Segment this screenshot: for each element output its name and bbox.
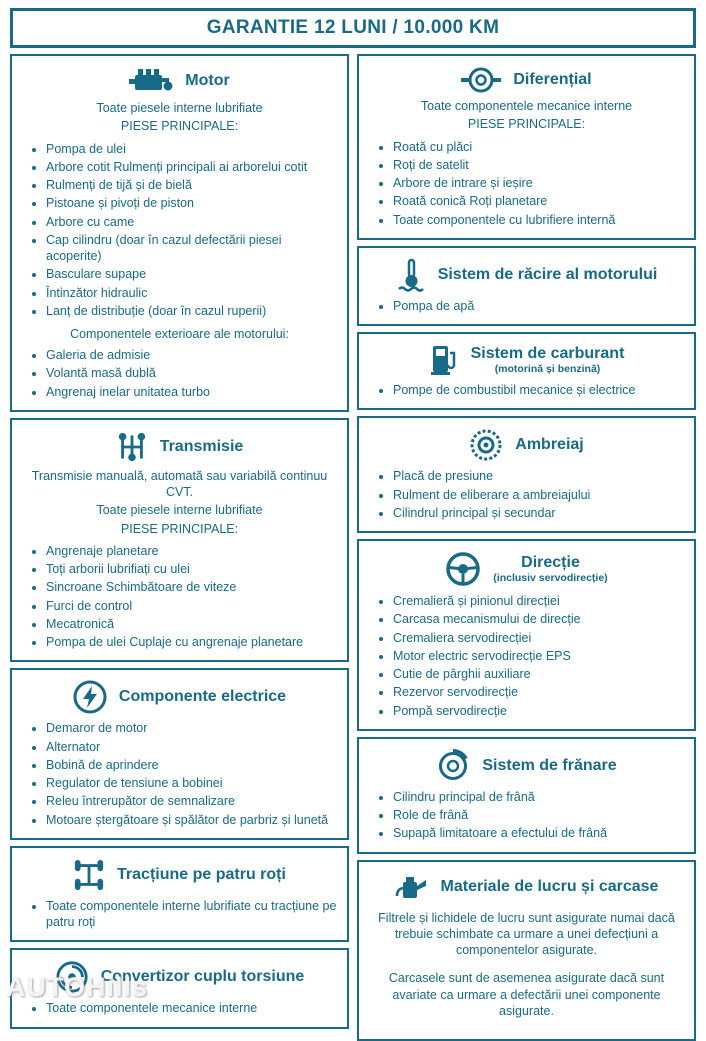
list-item: • Mecatronică bbox=[46, 616, 337, 632]
bullet-list bbox=[369, 593, 684, 719]
list-item: • Carcasa mecanismului de direcție bbox=[393, 611, 684, 627]
coolant-icon bbox=[396, 258, 426, 292]
section-header bbox=[369, 66, 684, 94]
differential-icon bbox=[461, 66, 501, 94]
section-title: Componente electrice bbox=[119, 688, 286, 706]
section-header bbox=[369, 428, 684, 462]
section-header bbox=[22, 430, 337, 464]
section-title: Direcție bbox=[521, 554, 580, 572]
list-item: • Angrenaje planetare bbox=[46, 543, 337, 559]
list-item: • Pompe de combustibil mecanice și electrice bbox=[393, 382, 684, 398]
section-carburant bbox=[357, 332, 696, 410]
list-item: • Demaror de motor bbox=[46, 720, 337, 736]
list-item: • Placă de presiune bbox=[393, 468, 684, 484]
list-item: • Alternator bbox=[46, 739, 337, 755]
list-item: • Rulmenți de tijă și de bielă bbox=[46, 177, 337, 193]
list-item: • Întinzător hidraulic bbox=[46, 285, 337, 301]
brake-disc-icon bbox=[436, 749, 470, 783]
section-ambreiaj bbox=[357, 416, 696, 533]
list-item: • Pompă servodirecție bbox=[393, 703, 684, 719]
columns bbox=[10, 54, 696, 989]
list-item: • Role de frână bbox=[393, 807, 684, 823]
section-franare bbox=[357, 737, 696, 854]
list-item: • Sincroane Schimbătoare de viteze bbox=[46, 579, 337, 595]
text-line: PIESE PRINCIPALE: bbox=[369, 116, 684, 132]
section-header bbox=[22, 680, 337, 714]
gear-selector-icon bbox=[116, 430, 148, 464]
section-subtitle: (motorină și benzină) bbox=[495, 364, 601, 376]
section-title: Sistem de răcire al motorului bbox=[438, 266, 658, 284]
bullet-list bbox=[369, 789, 684, 842]
section-intro bbox=[22, 468, 337, 537]
list-item: • Lanț de distribuție (doar în cazul ruperii) bbox=[46, 303, 337, 319]
steering-wheel-icon bbox=[445, 551, 481, 587]
section-title: Sistem de frănare bbox=[482, 757, 616, 775]
watermark: AUTOHills bbox=[6, 972, 148, 1003]
bullet-list bbox=[369, 298, 684, 314]
bullet-list bbox=[369, 468, 684, 521]
bullet-list bbox=[22, 141, 337, 320]
clutch-icon bbox=[469, 428, 503, 462]
section-title: Sistem de carburant bbox=[471, 345, 625, 363]
list-item: • Toate componentele interne lubrifiate cu tracțiune pe patru roți bbox=[46, 898, 337, 931]
list-item: • Roată cu plăci bbox=[393, 139, 684, 155]
list-item: • Toate componentele mecanice interne bbox=[46, 1000, 337, 1016]
list-item: • Supapă limitatoare a efectului de frână bbox=[393, 825, 684, 841]
section-componente-electrice bbox=[10, 668, 349, 840]
section-header bbox=[22, 960, 337, 994]
list-item: • Pompa de ulei Cuplaje cu angrenaje planetare bbox=[46, 634, 337, 650]
bullet-list bbox=[22, 1000, 337, 1016]
list-item: • Cremaliera servodirecției bbox=[393, 630, 684, 646]
section-title: Convertizor cuplu torsiune bbox=[101, 968, 305, 986]
bullet-list bbox=[369, 139, 684, 228]
list-item: • Basculare supape bbox=[46, 266, 337, 282]
list-item: • Cutie de pârghii auxiliare bbox=[393, 666, 684, 682]
text-line: Carcasele sunt de asemenea asigurate dacă sunt avariate ca urmare a defectării unei componente asigurate. bbox=[369, 970, 684, 1019]
list-item: • Roți de satelit bbox=[393, 157, 684, 173]
text-line: Toate piesele interne lubrifiate bbox=[22, 100, 337, 116]
bullet-list bbox=[22, 543, 337, 651]
section-header bbox=[369, 749, 684, 783]
section-materiale bbox=[357, 860, 696, 1041]
bullet-list bbox=[22, 720, 337, 828]
list-item: • Motoare ștergătoare și spălător de parbriz și lunetă bbox=[46, 812, 337, 828]
section-title: Motor bbox=[185, 72, 229, 90]
mid-heading: Componentele exterioare ale motorului: bbox=[22, 327, 337, 341]
list-item: • Arbore de intrare și ieșire bbox=[393, 175, 684, 191]
section-motor bbox=[10, 54, 349, 412]
list-item: • Galeria de admisie bbox=[46, 347, 337, 363]
section-intro bbox=[369, 98, 684, 133]
section-header bbox=[369, 258, 684, 292]
page-title: GARANTIE 12 LUNI / 10.000 KM bbox=[10, 8, 696, 48]
section-header bbox=[22, 66, 337, 96]
list-item: • Pompa de ulei bbox=[46, 141, 337, 157]
list-item: • Regulator de tensiune a bobinei bbox=[46, 775, 337, 791]
list-item: • Arbore cotit Rulmenți principali ai arborelui cotit bbox=[46, 159, 337, 175]
list-item: • Pistoane și pivoți de piston bbox=[46, 195, 337, 211]
four-wheel-drive-icon bbox=[73, 858, 105, 892]
text-line: Toate componentele mecanice interne bbox=[369, 98, 684, 114]
section-title: Ambreiaj bbox=[515, 436, 583, 454]
list-item: • Rezervor servodirecție bbox=[393, 684, 684, 700]
bullet-list bbox=[22, 347, 337, 400]
bullet-list bbox=[369, 382, 684, 398]
list-item: • Motor electric servodirecție EPS bbox=[393, 648, 684, 664]
text-line: Transmisie manuală, automată sau variabilă continuu CVT. bbox=[22, 468, 337, 501]
text-line: Toate piesele interne lubrifiate bbox=[22, 502, 337, 518]
list-item: • Rulment de eliberare a ambreiajului bbox=[393, 487, 684, 503]
section-title: Tracțiune pe patru roți bbox=[117, 866, 286, 884]
section-transmisie bbox=[10, 418, 349, 663]
section-directie bbox=[357, 539, 696, 731]
section-intro bbox=[22, 100, 337, 135]
text-line: PIESE PRINCIPALE: bbox=[22, 118, 337, 134]
torque-converter-icon bbox=[55, 960, 89, 994]
fuel-pump-icon bbox=[429, 344, 459, 376]
text-line: Filtrele și lichidele de lucru sunt asigurate numai dacă trebuie schimbate ca urmare a unei defecțiuni a componentelor asigurate. bbox=[369, 910, 684, 959]
section-header bbox=[369, 551, 684, 587]
section-header bbox=[369, 344, 684, 376]
section-title: Materiale de lucru și carcase bbox=[441, 878, 659, 896]
list-item: • Pompa de apă bbox=[393, 298, 684, 314]
oil-can-icon bbox=[395, 872, 429, 904]
list-item: • Bobină de aprindere bbox=[46, 757, 337, 773]
list-item: • Volantă masă dublă bbox=[46, 365, 337, 381]
bullet-list bbox=[22, 898, 337, 931]
list-item: • Cremalieră și pinionul direcției bbox=[393, 593, 684, 609]
list-item: • Releu întrerupător de semnalizare bbox=[46, 793, 337, 809]
list-item: • Cilindru principal de frână bbox=[393, 789, 684, 805]
section-title: Transmisie bbox=[160, 438, 244, 456]
text-line: PIESE PRINCIPALE: bbox=[22, 521, 337, 537]
left-column bbox=[10, 54, 349, 989]
section-header bbox=[22, 858, 337, 892]
right-column bbox=[357, 54, 696, 989]
section-title: Diferențial bbox=[513, 71, 591, 89]
list-item: • Cap cilindru (doar în cazul defectării piesei acoperite) bbox=[46, 232, 337, 265]
section-diferential bbox=[357, 54, 696, 240]
list-item: • Angrenaj inelar unitatea turbo bbox=[46, 384, 337, 400]
section-convertizor bbox=[10, 948, 349, 1028]
list-item: • Arbore cu came bbox=[46, 214, 337, 230]
section-subtitle: (inclusiv servodirecție) bbox=[493, 573, 607, 585]
section-header bbox=[369, 872, 684, 904]
section-racire bbox=[357, 246, 696, 326]
engine-icon bbox=[129, 66, 173, 96]
list-item: • Roată conică Roți planetare bbox=[393, 193, 684, 209]
list-item: • Furci de control bbox=[46, 598, 337, 614]
section-paragraphs bbox=[369, 910, 684, 1020]
list-item: • Cilindrul principal și secundar bbox=[393, 505, 684, 521]
list-item: • Toți arborii lubrifiați cu ulei bbox=[46, 561, 337, 577]
list-item: • Toate componentele cu lubrifiere internă bbox=[393, 212, 684, 228]
lightning-icon bbox=[73, 680, 107, 714]
section-tractiune bbox=[10, 846, 349, 943]
